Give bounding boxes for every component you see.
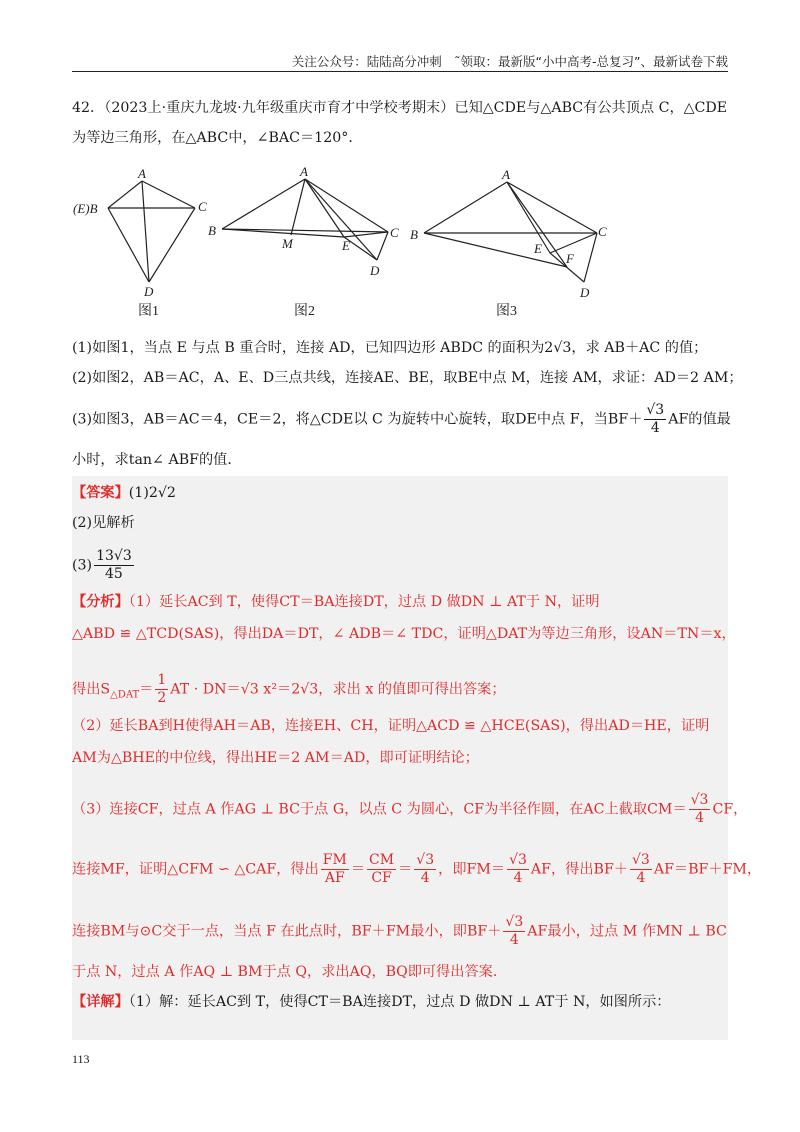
analysis-tag: 【分析】 (72, 594, 129, 610)
analysis-line-6: （3）连接CF，过点 A 作AG ⊥ BC于点 G，以点 C 为圆心，CF为半径作圆，在AC上截取CM＝ $\frac{√3}{4}$ CF， (72, 792, 748, 826)
question-3-line-2: 小时，求tan∠ ABF的值． (72, 452, 242, 468)
page-number: 113 (72, 1052, 90, 1066)
analysis-line-9: 于点 N，过点 A 作AQ ⊥ BM于点 Q，求出AQ，BQ即可得出答案． (72, 964, 508, 980)
fig2-caption: 图2 (294, 304, 315, 319)
answer-1: (1)2√2 (128, 485, 176, 501)
figures-svg (72, 165, 632, 320)
fig2-label-c: C (390, 225, 399, 240)
answer-3: (3) $\frac{13√3}{45}$ (72, 548, 132, 582)
analysis-line-5: AM为△BHE的中位线，得出HE＝2 AM＝AD，即可证明结论； (72, 750, 479, 766)
problem-line-2: 为等边三角形，在△ABC中，∠BAC＝120°． (72, 130, 363, 146)
figure-2 (222, 179, 388, 260)
analysis-line-7: 连接MF，证明△CFM ∽ △CAF，得出 $\frac{FM}{AF}$ ＝ $\frac{CM}{CF}$ ＝ $\frac{√3}{4}$ ，即FM＝ $\frac{√3}{4}$ AF，得出BF＋ $\frac{√3}{4}$ AF＝BF＋FM， (72, 852, 762, 886)
analysis-line-4: （2）延长BA到H使得AH＝AB，连接EH、CH，证明△ACD ≌ △HCE(SAS)，得出AD＝HE，证明 (72, 718, 710, 734)
figure-1 (108, 181, 195, 282)
question-3-part-2: AF的值最 (668, 411, 731, 428)
header-rule (72, 71, 728, 72)
analysis-line-2: △ABD ≌ △TCD(SAS)，得出DA＝DT，∠ ADB＝∠ TDC，证明△DAT为等边三角形，设AN＝TN＝x， (72, 626, 736, 642)
analysis-line-1: 【分析】（1）延长AC到 T，使得CT＝BA连接DT，过点 D 做DN ⊥ AT于 N，证明 (72, 594, 600, 610)
fig2-label-e: E (342, 238, 350, 253)
question-1: (1)如图1，当点 E 与点 B 重合时，连接 AD，已知四边形 ABDC 的面积为2√3，求 AB＋AC 的值； (72, 340, 708, 356)
answer-2: (2)见解析 (72, 515, 135, 531)
answer-tag: 【答案】 (72, 485, 129, 501)
answer-line-1 (72, 483, 728, 503)
analysis-line-3: 得出$S_{\triangle DAT}=$ $\frac{1}{2}$ AT · DN＝√3 x²＝2√3，求出 x 的值即可得出答案； (72, 672, 506, 706)
fig1-label-d: D (144, 284, 154, 299)
fig1-label-eb: (E)B (73, 201, 98, 216)
geometry-figures (72, 165, 632, 320)
fig3-label-a: A (502, 167, 510, 182)
detail-tag: 【详解】 (72, 994, 129, 1010)
fig2-label-a: A (300, 165, 308, 179)
frac-sqrt3-over-4: $\frac{√3}{4}$ (646, 402, 665, 436)
detail-line-1: 【详解】（1）解：延长AC到 T，使得CT＝BA连接DT，过点 D 做DN ⊥ AT于 N，如图所示： (72, 994, 671, 1010)
fig3-label-c: C (598, 224, 607, 239)
fig3-label-f: F (566, 251, 574, 266)
figure-3 (424, 182, 597, 282)
question-3-part-1: (3)如图3，AB＝AC＝4，CE＝2，将△CDE以 C 为旋转中心旋转，取DE中点 F，当BF＋ (72, 411, 643, 428)
fig3-label-e: E (534, 241, 542, 256)
fig1-label-a: A (138, 166, 146, 181)
fig2-label-m: M (282, 236, 293, 251)
fig2-label-d: D (370, 263, 380, 278)
analysis-line-8: 连接BM与⊙C交于一点，当点 F 在此点时，BF＋FM最小，即BF＋ $\frac{√3}{4}$ AF最小，过点 M 作MN ⊥ BC (72, 914, 727, 948)
fig3-label-d: D (580, 285, 590, 300)
question-3 (72, 402, 731, 437)
fig1-caption: 图1 (138, 304, 159, 319)
answer-3-fraction: $\frac{13√3}{45}$ (96, 548, 132, 582)
question-2: (2)如图2，AB＝AC，A、E、D三点共线，连接AE、BE，取BE中点 M，连接 AM，求证：AD＝2 AM； (72, 370, 743, 386)
fig3-label-b: B (410, 227, 418, 242)
fig1-label-c: C (198, 199, 207, 214)
fig2-label-b: B (208, 223, 216, 238)
fig3-caption: 图3 (496, 304, 517, 319)
page-header: 关注公众号：陆陆高分冲刺 ˜领取：最新版“小中高考-总复习”、最新试卷下载 (291, 54, 728, 69)
problem-line-1: 42．（2023上·重庆九龙坡·九年级重庆市育才中学校考期末）已知△CDE与△ABC有公共顶点 C，△CDE (72, 100, 728, 116)
